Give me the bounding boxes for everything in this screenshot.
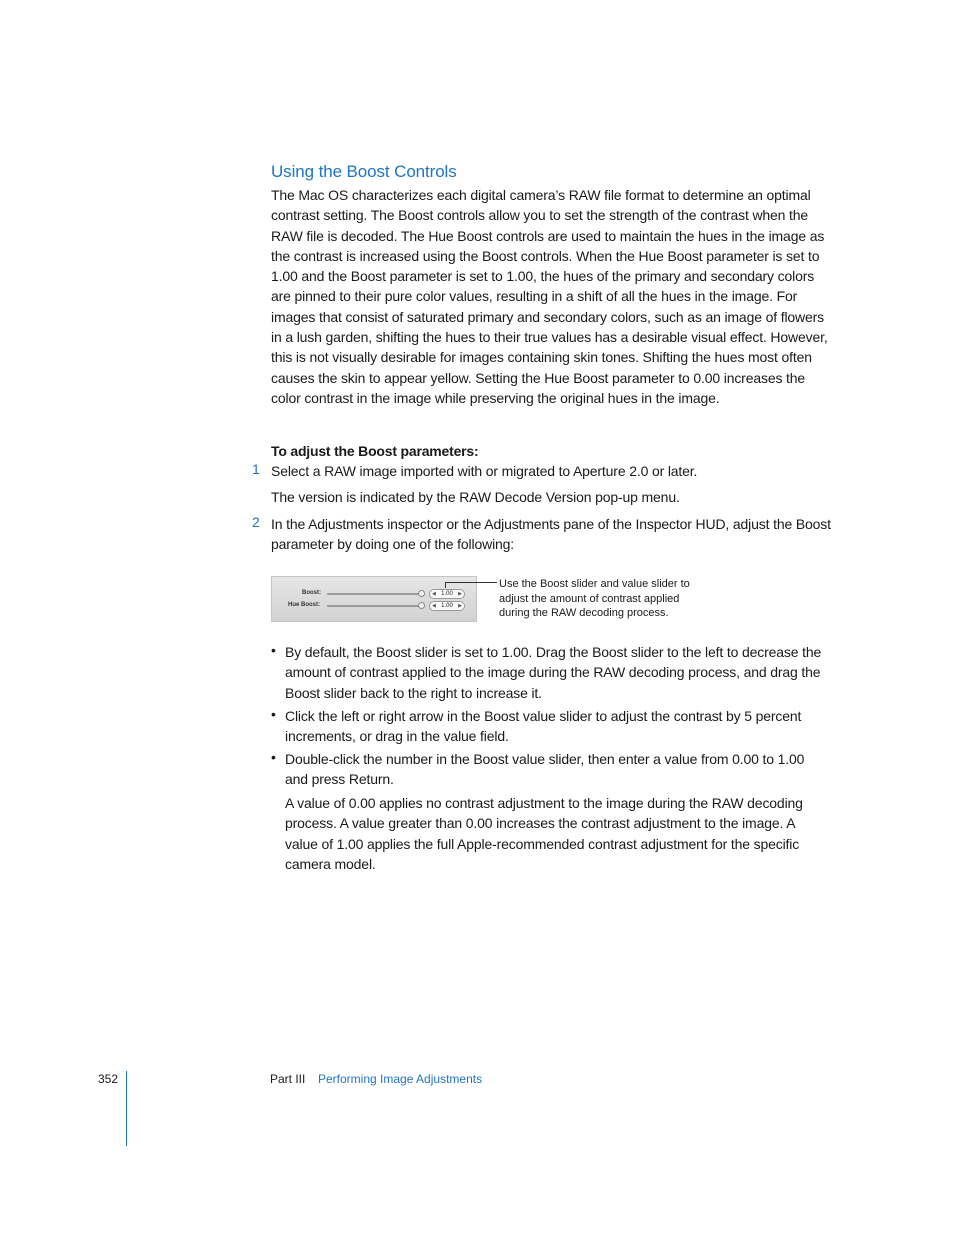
boost-value: 1.00 bbox=[441, 591, 453, 597]
step-text: In the Adjustments inspector or the Adjustments pane of the Inspector HUD, adjust the Boost parameter by doing one of the following: bbox=[271, 516, 831, 553]
hue-boost-slider-thumb[interactable] bbox=[418, 602, 425, 609]
page-number: 352 bbox=[98, 1072, 119, 1086]
footer-chapter-link[interactable]: Performing Image Adjustments bbox=[318, 1072, 483, 1086]
boost-value-slider[interactable] bbox=[429, 589, 465, 599]
step-note: The version is indicated by the RAW Decode Version pop-up menu. bbox=[271, 489, 680, 505]
step-text: Select a RAW image imported with or migrated to Aperture 2.0 or later. bbox=[271, 463, 698, 479]
step-number: 1 bbox=[252, 461, 260, 477]
section-heading: Using the Boost Controls bbox=[271, 162, 457, 181]
right-arrow-icon[interactable]: ▶ bbox=[458, 603, 462, 609]
bullet-marker: • bbox=[271, 706, 276, 722]
bullet-text: Double-click the number in the Boost value slider, then enter a value from 0.00 to 1.00 and press Return. bbox=[285, 751, 805, 788]
boost-slider-track[interactable] bbox=[327, 593, 423, 595]
intro-paragraph: The Mac OS characterizes each digital camera’s RAW file format to determine an optimal contrast setting. The Boost controls allow you to set the strength of the contrast when the RAW file is decoded. The Hue Boost controls are used to maintain the hues in the image as the contrast is increased using the Boost controls. When the Hue Boost parameter is set to 1.00 and the Boost parameter is set to 1.00, the hues of the primary and secondary colors are pinned to their pure color values, resulting in a shift of all the hues in the image. For images that consist of saturated primary and secondary colors, such as an image of flowers in a lush garden, shifting the hues to their true values has a desirable visual effect. However, this is not visually desirable for images containing skin tones. Shifting the hues most often causes the skin to appear yellow. Setting the Hue Boost parameter to 0.00 increases the color contrast in the image while preserving the original hues in the image. bbox=[271, 187, 828, 406]
footer-rule bbox=[126, 1071, 127, 1146]
figure-callout: Use the Boost slider and value slider to adjust the amount of contrast applied during the RAW decoding process. bbox=[499, 578, 690, 619]
right-arrow-icon[interactable]: ▶ bbox=[458, 591, 462, 597]
callout-tick bbox=[445, 582, 446, 588]
bullet-text: By default, the Boost slider is set to 1.00. Drag the Boost slider to the left to decrease the amount of contrast applied to the image during the RAW decoding process, and drag the Boost slider back to the right to increase it. bbox=[285, 644, 822, 701]
bullet-text: Click the left or right arrow in the Boost value slider to adjust the contrast by 5 percent increments, or drag in the value field. bbox=[285, 708, 802, 745]
bullet-note: A value of 0.00 applies no contrast adjustment to the image during the RAW decoding process. A value greater than 0.00 increases the contrast adjustment to the image. A value of 1.00 applies the full Apple-recommended contrast adjustment for the specific camera model. bbox=[285, 795, 803, 872]
hue-boost-value-slider[interactable] bbox=[429, 601, 465, 611]
task-heading: To adjust the Boost parameters: bbox=[271, 443, 479, 459]
bullet-marker: • bbox=[271, 749, 276, 765]
hue-boost-label: Hue Boost: bbox=[288, 602, 320, 608]
boost-label: Boost: bbox=[302, 590, 321, 596]
bullet-marker: • bbox=[271, 642, 276, 658]
hue-boost-slider-track[interactable] bbox=[327, 605, 423, 607]
callout-line bbox=[445, 582, 497, 583]
footer-part: Part III bbox=[270, 1072, 306, 1086]
step-number: 2 bbox=[252, 514, 260, 530]
left-arrow-icon[interactable]: ◀ bbox=[432, 603, 436, 609]
hue-boost-value: 1.00 bbox=[441, 603, 453, 609]
boost-slider-thumb[interactable] bbox=[418, 590, 425, 597]
left-arrow-icon[interactable]: ◀ bbox=[432, 591, 436, 597]
